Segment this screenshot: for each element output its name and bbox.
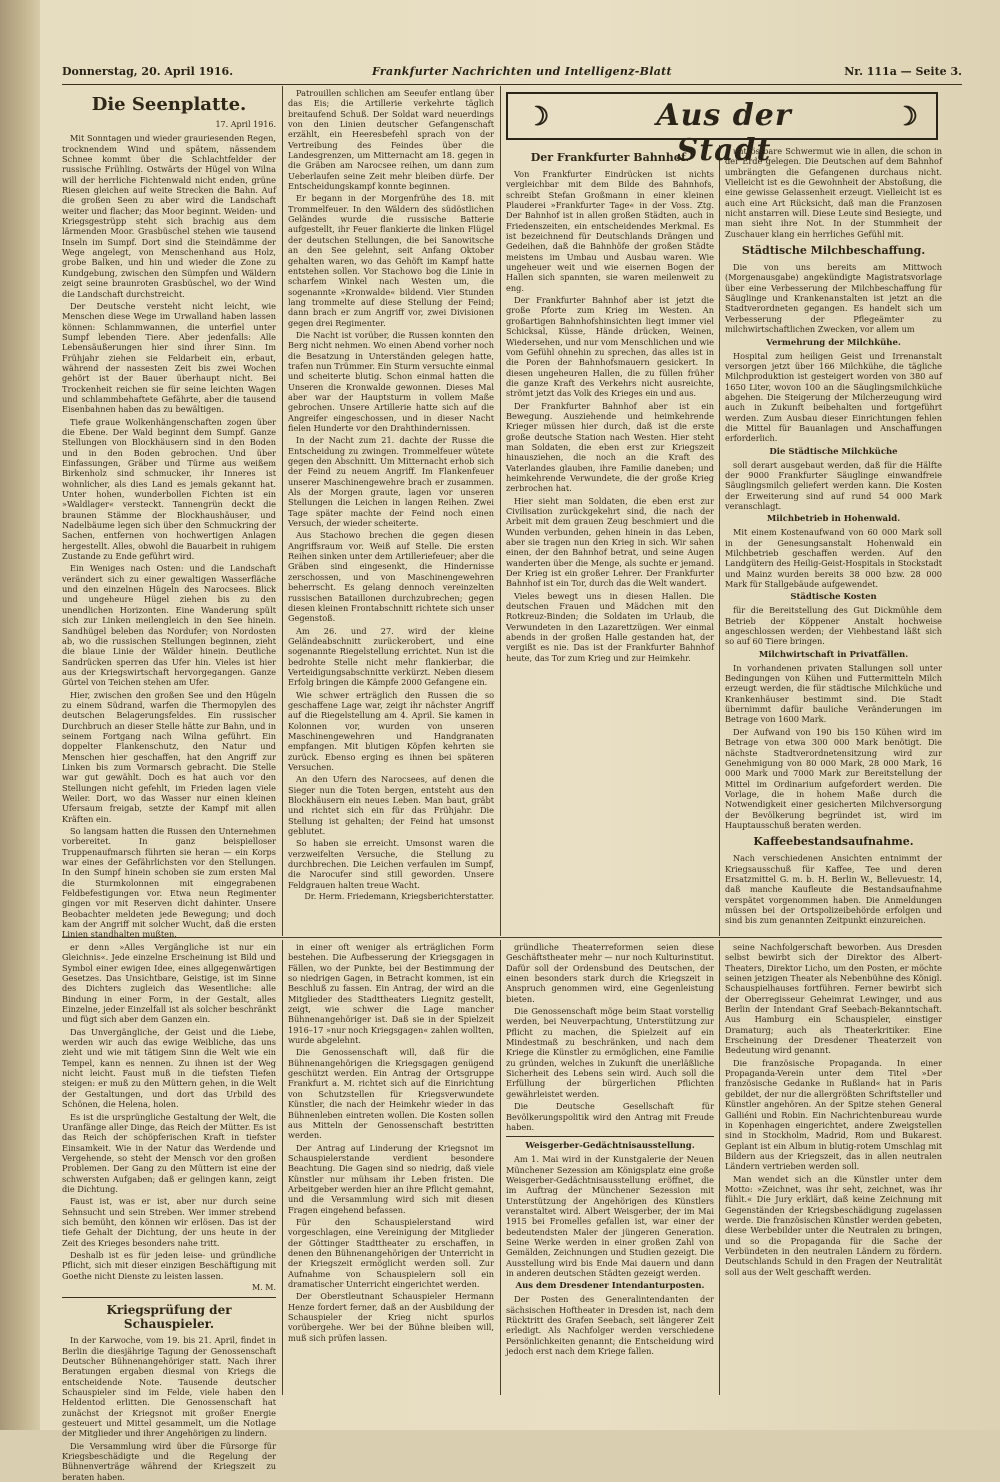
column-rule: [719, 940, 720, 1395]
masthead-paper-name: Frankfurter Nachrichten und Intelligenz-Blatt: [372, 65, 672, 78]
paragraph: soll derart ausgebaut werden, daß für die Hälfte der 9000 Frankfurter Säuglinge einwandfreie Säuglingsmilch geliefert werden kann. Die Kosten der Erweiterung sind auf rund 54 000 Mark veranschlagt.: [725, 459, 942, 511]
column-goethe-schauspieler: [62, 942, 276, 1482]
paragraph: Er begann in der Morgenfrühe des 18. mit Trommelfeuer. In den Wäldern des südöstlichen Geländes wurde die russische Batterie aufgestellt, ihr Feuer flankierte die linken Flügel der deutschen Stellungen, die bei Sanowitsche an den See gelehnt, seit Anfang Oktober gehalten waren, wo das Gehöft im Kampf hatte entstehen sollen. Vor Stachowo bog die Linie in scharfem Winkel nach Westen um, die sogenannte »Kronwalde« bildend. Vier Stunden lang trommelte auf diese Stellung der Feind; dann brach er zum Angriff vor, zwei Divisionen gegen drei Regimenter.: [288, 193, 494, 328]
paragraph: Tiefe graue Wolkenhängenschaften zogen über die Ebene. Der Wald beginnt dem Sumpf. Ganze Stellungen von Blockhäusern sind in den Boden und in den Boden gebrochen. Und über Einfassungen, Gräber und Türme aus weißem Birkenholz sind schmucker, ihr Inneres ist wohnlicher, als dies Land es jemals gekannt hat. Unter hohen, wunderbollen Fichten ist ein »Waldlager« versteckt. Tannengrün deckt die braunen Stämme der Blockhaushäuser, und Nadelbäume legen sich über den Schmuckring der Sachen, entfernen von hochwertigen Anlagen hergestellt. Alles, obwohl die Bauarbeit in ruhigem Zustande zu Ende geführt wird.: [62, 416, 276, 562]
article-byline: Dr. Herm. Friedemann, Kriegsberichterstatter.: [304, 892, 494, 902]
paragraph: Aus Stachowo brechen die gegen diesen Angriffsraum vor. Weiß auf Stelle. Die ersten Reihen sinken unter dem Artilleriefeuer; aber die Gräben sind eingesenkt, die Hindernisse zerschossen, und von Maschinengewehren beherrscht. Es gelang dennoch vereinzelten russischen Bataillonen durchzubrechen; gegen diesen kleinen Frontabschnitt richtete sich unser Gegenstoß.: [288, 530, 494, 624]
subsection-title: Milchbetrieb in Hohenwald.: [766, 514, 901, 525]
paragraph: Patrouillen schlichen am Seeufer entlang über das Eis; die Artillerie verkehrte täglich breitaufend Schuß. Der Soldat ward neuerdings von den Linien deutscher Gefangenschaft erzählt, ein Heeresbefehl sprach von der Vertreibung des Feindes über die Landesgrenzen, um Mitternacht am 18. gegen in die Gräben am Narocsee reihen, um dann zum Ueberlaufen seine Zeit mehr bleiben dürfe. Der Entscheidungskampf konnte beginnen.: [288, 88, 494, 192]
paragraph: Die Nacht ist vorüber, die Russen konnten den Berg nicht nehmen. Wo einen Abend vorher noch die Besatzung in Unterständen gelegen hatte, trafen nun Trümmer. Ein Sturm versuchte einmal und scheiterte blutig. Schon einmal hatten die Unseren die Kronwalde gewonnen. Dieses Mal aber war der Hauptsturm in vollem Maße gebrochen. Unsere Artillerie hatte sich auf die Angreifer eingeschossen, und in dieser Nacht fielen Hunderte vor den Drahthindernissen.: [288, 329, 494, 433]
section-title: Aus der Stadt: [656, 98, 792, 168]
paragraph: Man wendet sich an die Künstler unter dem Motto: »Zeichnet, was ihr seht, zeichnet, was ihr fühlt.« Die Jury erklärt, daß keine Zeichnung mit Gegenständen der Kriegsbeschädigung zugelassen werde. Die französischen Künstler werden gebeten, diese Werbebilder unter die Neutralen zu bringen, und so die Propaganda für die Sache der Verbündeten in den neutralen Ländern zu fördern. Deutschlands Schuld in den Fragen der Neutralität soll aus der Welt geschafft werden.: [725, 1173, 942, 1277]
paragraph: Die Versammlung wird über die Fürsorge für Kriegsbeschädigte und die Regelung der Bühnenverträge während der Kriegszeit zu beraten haben.: [62, 1440, 276, 1482]
subsection-title: Städtische Kosten: [790, 592, 877, 603]
paragraph: Von Frankfurter Eindrücken ist nichts vergleichbar mit dem Bilde des Bahnhofs, schreibt Stefan Großmann in einer kleinen Plauderei »Frankfurter Tage« in der Voss. Ztg. Der Bahnhof ist in allen großen Städten, auch in Friedenszeiten, ein entscheidendes Merkmal. Es ist bezeichnend für Deutschlands Drängen und Gedeihen, daß die Bahnhöfe der großen Städte meistens im Umbau und Ausbau waren. Wie ungeheuer weit und wie eisernen Bogen der Hallen sich spannten, sie waren meilenweit zu eng.: [506, 169, 714, 293]
paragraph: Die Deutsche Gesellschaft für Bevölkerungspolitik wird den Antrag mit Freude haben.: [506, 1101, 714, 1132]
paragraph: Die Genossenschaft will, daß für die Bühnenangehörigen die Kriegsgagen genügend geschützt werden. Ein Antrag der Ortsgruppe Frankfurt a. M. richtet sich auf die Einrichtung von Schutzstellen für Kriegsverwundete Künstler, die nach der Heimkehr wieder in das Bühnenleben eintreten wollen. Die Kosten sollen aus Mitteln der Genossenschaft bestritten werden.: [288, 1047, 494, 1141]
paragraph: untröstbare Schwermut wie in allen, die schon in der Erde gelegen. Die Deutschen auf dem Bahnhof umbrängten die Gefangenen durchaus nicht. Vielleicht ist es die Gewohnheit der Abstoßung, die eine gewisse Gelassenheit erzeugt. Vielleicht ist es auch eine Art Rücksicht, daß man die Franzosen nicht anstarren will. Diese Leute sind Besiegte, und man sieht ihre Not. In der Stummheit der Zuschauer klang ein herrliches Gefühl mit.: [725, 146, 942, 239]
paragraph: Es ist die ursprüngliche Gestaltung der Welt, die Uranfänge aller Dinge, das Reich der Mütter. Es ist das Reich der schöpferischen Kraft in tiefster Einsamkeit. Wie in der Natur das Werdende und Vergehende, so steht der Mensch vor den großen Problemen. Der Gang zu den Müttern ist eine der schwersten Aufgaben; daß er gelingen kann, zeigt die Dichtung.: [62, 1111, 276, 1194]
column-seenplatte-continued: [288, 88, 494, 934]
subsection-title: Die Städtische Milchküche: [769, 446, 898, 457]
paragraph: Faust ist, was er ist, aber nur durch seine Sehnsucht und sein Streben. Wer immer strebend sich bemüht, den können wir erlösen. Das ist der tiefe Gehalt der Dichtung, der uns heute in der Zeit des Krieges besonders nahe tritt.: [62, 1196, 276, 1248]
masthead-page-number: Nr. 111a — Seite 3.: [844, 65, 962, 78]
column-milchbeschaffung: [725, 146, 942, 934]
masthead-date: Donnerstag, 20. April 1916.: [62, 65, 234, 78]
paragraph: Vieles bewegt uns in diesen Hallen. Die deutschen Frauen und Mädchen mit den Rotkreuz-Binden; die Soldaten im Urlaub, die Verwundeten in den Lazarettzügen. Wer einmal abends in der großen Halle gestanden hat, der vergißt es nie. Das ist der Frankfurter Bahnhof heute, das Tor zum Krieg und zur Heimkehr.: [506, 590, 714, 663]
article-rule: [62, 1297, 276, 1298]
column-schauspieler-continued: [288, 942, 494, 1394]
article-title-bahnhof: Der Frankfurter Bahnhof.: [530, 151, 690, 164]
ornament-icon: ☽: [526, 102, 550, 132]
article-title-milch: Städtische Milchbeschaffung.: [741, 244, 926, 258]
paragraph: gründliche Theaterreformen seien diese Geschäftstheater mehr — nur noch Kulturinstitut. Dafür soll der Ordensbund des Deutschen, der einen besonders stark durch die Kriegszeit in Anspruch genommen wird, eine Gegenleistung bieten.: [506, 942, 714, 1004]
paragraph: In vorhandenen privaten Stallungen soll unter Bedingungen von Kühen und Futtermitteln Milch erzeugt werden, die für städtische Milchküche und Krankenhäuser bestimmt sind. Die Stadt übernimmt dafür bauliche Veränderungen im Betrage von 1600 Mark.: [725, 662, 942, 725]
subsection-title: Milchwirtschaft in Privatfällen.: [758, 649, 909, 660]
paragraph: Der Frankfurter Bahnhof aber ist jetzt die große Pforte zum Krieg im Westen. An großartigen Bahnhofshinsichten liegt immer viel Schicksal, Küsse, Hände drücken, Weinen, Wiedersehen, und nur vom Menschlichen und wie vom Gefühl ohnehin zu sprechen, das alles ist in die Poren der Bahnhofsmauern gesickert. In diesen ungeheuren Hallen, die zu füllen früher die ganze Kraft des Verkehrs nicht ausreichte, strömt jetzt das Volk des Krieges ein und aus.: [506, 295, 714, 399]
paragraph: Am 26. und 27. wird der kleine Geländeabschnitt zurückerobert, und eine sogenannte Riegelstellung errichtet. Nun ist die bedrohte Stelle nicht mehr flankierbar, die Verteidigungsabschnitte verkürzt. Neben diesem Erfolg bringen die Kämpfe 2000 Gefangene ein.: [288, 625, 494, 688]
article-title-seenplatte: Die Seenplatte.: [91, 94, 247, 115]
paragraph: Hier, zwischen den großen See und den Hügeln zu einem Südrand, warfen die Thermopylen des deutschen Belagerungsfeldes. Ein russischer Durchbruch an dieser Stelle hätte zur Bahn, und in seinem Fortgang nach Wilna geführt. Ein doppelter Flankenschutz, den Natur und Menschen hier geschaffen, hat den Angriff zur Linken bis zum Vormarsch gebracht. Die Stelle war gut gewählt. Doch es hat auch vor den Stellungen nicht gefehlt, im Frieden lagen viele Weiler. Dort, wo das Wasser nur einen kleinen Ufersaum freigab, setzte der Kampf mit allen Kräften ein.: [62, 689, 276, 824]
paragraph: in einer oft weniger als erträglichen Form bestehen. Die Aufbesserung der Kriegsgagen in Fällen, wo der Punkte, bei der Bestimmung der so niedrigen Gagen, in Betracht kommen, ist ein Beschluß zu fassen. Ein Antrag, der wird an die Mitglieder des Stadttheaters Liegnitz gestellt, zeigt, wie schwer die Lage mancher Bühnenangehöriger ist. Daß sie in der Spielzeit 1916–17 »nur noch Kriegsgagen« zahlen wollten, wurde abgelehnt.: [288, 942, 494, 1046]
column-bahnhof: [506, 146, 714, 934]
paragraph: Der Aufwand von 190 bis 150 Kühen wird im Betrage von etwa 300 000 Mark benötigt. Die nächste Stadtverordnetensitzung wird zur Genehmigung von 80 000 Mark, 28 000 Mark, 16 000 Mark und 7000 Mark zur Bereitstellung der Mittel im Ordinarium aufgefordert werden. Die Vorlage, die in hohem Maße durch die Notwendigkeit einer gesicherten Milchversorgung der Bevölkerung begründet ist, wird im Hauptausschuß beraten werden.: [725, 726, 942, 830]
paragraph: So langsam hatten die Russen den Unternehmen vorbereitet. In ganz beispielloser Truppenaufmarsch führten sie heran — ein Korps war eines der Gefährlichsten vor den Stellungen. In den Sumpf hinein schoben sie zum ersten Mal die Sturmkolonnen mit eingegrabenen Feldbefestigungen vor. Etwa neun Regimenter gingen vor mit Reserven dicht dahinter. Unsere Beobachter meldeten jede Bewegung; und doch kam der Angriff mit solcher Wucht, daß die ersten Linien standhalten mußten.: [62, 826, 276, 940]
column-rule: [282, 940, 283, 1395]
paragraph: Der Deutsche versteht nicht leicht, wie Menschen diese Wege im Urwalland haben lassen können: Schlammwannen, die unterfiel unter Sumpf lebenden Tiere. Aber jedenfalls: Alle Lebensäußerungen hier sind ihrer Sinn. Im Frühjahr ziehen sie Feldarbeit ein, erbaut, während der nassesten Zeit bis zwei Wochen gehört ist der Bauer überhaupt nicht. Bei Trockenheit reichen sie für seine leichten Wagen und schlammbehaftete Gefährte, aber die tausend Eisenbahnen haben das zu bewältigen.: [62, 300, 276, 415]
paragraph: Der Posten des Generalintendanten der sächsischen Hoftheater in Dresden ist, nach dem Rücktritt des Grafen Seebach, seit längerer Zeit erledigt. Als Nachfolger werden verschiedene Persönlichkeiten genannt; die Entscheidung wird jedoch erst nach dem Kriege fallen.: [506, 1294, 714, 1357]
paragraph: für die Bereitstellung des Gut Dickmühle dem Betrieb der Köppener Anstalt hochweise angeschlossen werden; der Viehbestand läßt sich so auf 60 Tiere bringen.: [725, 605, 942, 647]
column-rule: [500, 86, 501, 936]
ornament-icon: ☽: [894, 102, 918, 132]
column-rule: [500, 940, 501, 1395]
paragraph: er denn »Alles Vergängliche ist nur ein Gleichnis«. Jede einzelne Erscheinung ist Bild und Symbol einer ewigen Idee, eines allgegenwärtigen Gesetzes. Das Unsichtbare, Geistige, ist im Sinne des Dichters zugleich das Wesentliche: alle Bindung in einer Form, in der Gestalt, alles Einzelne, jeder Einzelfall ist als solcher beschränkt und fügt sich aber dem Ganzen ein.: [62, 942, 276, 1025]
article-title-sezession: Weisgerber-Gedächtnisausstellung.: [525, 1141, 695, 1152]
article-title-dresden: Aus dem Dresdener Intendanturposten.: [515, 1281, 705, 1292]
paragraph: seine Nachfolgerschaft beworben. Aus Dresden selbst bewirbt sich der Direktor des Albert-Theaters, Direktor Licho, um den Posten, er möchte seinen jetzigen Theater als Nebenbühne des Königl. Schauspielhauses fortführen. Ferner bewirbt sich der Oberregisseur Geheimrat Lewinger, und aus Berlin der Intendant Graf Seebach-Bekanntschaft. Aus Hamburg ein Schauspieler, einstiger Dramaturg; auch als Theaterkritiker. Eine Erscheinung der Dresdener Theaterzeit von Bedeutung wird genannt.: [725, 942, 942, 1056]
paragraph: Nach verschiedenen Ansichten entnimmt der Kriegsausschuß für Kaffee, Tee und deren Ersatzmittel G. m. b. H. Berlin W., Bellevuestr. 14, daß manche Kaufleute die Bestandsaufnahme verspätet vorgenommen haben. Die Anmeldungen müssen bei der Ortspolizeibehörde erfolgen und sind bis zum genannten Zeitpunkt einzureichen.: [725, 853, 942, 926]
paragraph: So haben sie erreicht. Umsonst waren die verzweifelten Versuche, die Stellung zu durchbrechen. Die Leichen verfaulen im Sumpf, die Narocufer sind still geworden. Unsere Feldgrauen halten treue Wacht.: [288, 838, 494, 890]
paragraph: Am 1. Mai wird in der Kunstgalerie der Neuen Münchener Sezession am Königsplatz eine große Weisgerber-Gedächtnisausstellung eröffnet, die im Auftrag der Münchener Sezession mit Unterstützung der Angehörigen des Künstlers veranstaltet wird. Albert Weisgerber, der im Mai 1915 bei Fromelles gefallen ist, war einer der bedeutendsten Maler der jüngeren Generation. Seine Werke werden in einer großen Zahl von Gemälden, Zeichnungen und Studien gezeigt. Die Ausstellung wird bis Ende Mai dauern und dann in anderen deutschen Städten gezeigt werden.: [506, 1154, 714, 1278]
article-title-kaffee: Kaffeebestandsaufnahme.: [753, 835, 914, 849]
column-dresden-propaganda: [725, 942, 942, 1394]
paragraph: Wie schwer erträglich den Russen die so geschaffene Lage war, zeigt ihr nächster Angriff auf die Riegelstellung am 4. April. Sie kamen in Kolonnen vor, wurden von unseren Maschinengewehren und Handgranaten empfangen. Mit blutigen Köpfen kehrten sie zurück. Ebenso erging es ihnen bei späteren Versuchen.: [288, 689, 494, 772]
paragraph: Der Frankfurter Bahnhof aber ist ein Bewegung. Ausziehende und heimkehrende Krieger müssen hier durch, daß ist die erste große deutsche Station nach Westen. Hier steht man Soldaten, die eben erst zur Kriegszeit hinausziehen, die noch an die Kraft des Vaterlandes glauben, ihre Familie daneben; und heimkehrende Verwundete, die der große Krieg zerbrochen hat.: [506, 400, 714, 494]
article-title-schauspieler: Kriegsprüfung der Schauspieler.: [106, 1303, 232, 1332]
paragraph: An den Ufern des Narocsees, auf denen die Sieger nun die Toten bergen, entsteht aus den Blockhäusern ein neues Leben. Man baut, gräbt und richtet sich ein für das Frühjahr. Die Stellung ist gehalten; der Feind hat umsonst geblutet.: [288, 774, 494, 837]
article-rule: [506, 1136, 714, 1137]
paragraph: Ein Weniges nach Osten: und die Landschaft verändert sich zu einer gewaltigen Wasserfläche und den einzelnen Hügeln des Narocsees. Blick und ungeheure Hügel ziehen bis zu den unendlichen Horizonten. Eine Wanderung spült sich zur Linken meilengleich in den See hinein. Sandhügel beleben das Nordufer; von Nordosten ab, wo die russischen Stellungen beginnen, zieht die blaue Linie der Wälder hinein. Deutliche Sandrücken sperren das Ufer hin. Vieles ist hier aus der Kriegswirtschaft hervorgegangen. Ganze Gürtel von Teichen stehen am Ufer.: [62, 563, 276, 688]
paragraph: Hier sieht man Soldaten, die eben erst zur Civilisation zurückgekehrt sind, die nach der Arbeit mit dem grauen Zeug beschmiert und die Wunden verbunden, gehen hinein in das Leben, aber sie tragen nun den Krieg in sich. Wir sahen einen, der den Bahnhof betrat, und seine Augen wanderten über die Menge, als suchte er jemand. Der Krieg ist ein großer Lehrer. Der Frankfurter Bahnhof ist ein Tor, durch das die Welt wandert.: [506, 495, 714, 589]
paragraph: Die französische Propaganda. In einer Propaganda-Verein unter dem Titel »Der französische Gedanke in Rußland« hat in Paris gebildet, der nur die allergrößten Schriftsteller und Künstler angehören. An der Spitze stehen General Galliéni und Robin. Ein Nachrichtenbureau wurde in Kopenhagen eingerichtet, andere Zweigstellen sind in Stockholm, Madrid, Rom und Bukarest. Geplant ist ein Album in blutig-rotem Umschlag mit Bildern aus der Kriegszeit, das in allen neutralen Ländern vertrieben werden soll.: [725, 1057, 942, 1172]
column-seenplatte: [62, 92, 276, 940]
masthead: [62, 62, 962, 85]
paragraph: Für den Schauspielerstand wird vorgeschlagen, eine Vereinigung der Mitglieder der Göttinger Stadttheater zu erschaffen, in denen den Bühnenangehörigen der Unterricht in der Kriegszeit ermöglicht werden soll. Zur Aufnahme von Schauspielern soll ein dramatischer Unterricht eingerichtet werden.: [288, 1216, 494, 1289]
paragraph: Die Genossenschaft möge beim Staat vorstellig werden, bei Neuverpachtung, Unterstützung zur Pflicht zu machen, die Spielzeit auf ein Mindestmaß zu beschränken, und nach dem Kriege die Künstler zu ermöglichen, eine Familie zu gründen, welches in Zukunft die unerläßliche Sicherheit des Lebens sein wird. Auch soll die Erfüllung der bürgerlichen Pflichten gewährleistet werden.: [506, 1006, 714, 1099]
column-theater-sezession: [506, 942, 714, 1394]
article-signature: M. M.: [251, 1283, 276, 1292]
paragraph: Mit einem Kostenaufwand von 60 000 Mark soll in der Genesungsanstalt Hohenwald ein Milchbetrieb geschaffen werden. Auf den Landgütern des Heilig-Geist-Hospitals in Stockstadt und Mainz wurden bereits 38 000 bzw. 28 000 Mark für Stallgebäude aufgewendet.: [725, 527, 942, 590]
paragraph: In der Nacht zum 21. dachte der Russe die Entscheidung zu zwingen. Trommelfeuer wütete gegen den Abschnitt. Um Mitternacht erhob sich der Feind zu neuem Angriff. Im Flankenfeuer unserer Maschinengewehre brach er zusammen. Als der Morgen graute, lagen vor unseren Stellungen die Leichen in langen Reihen. Zwei Tage später machte der Feind noch einen Versuch, der wieder scheiterte.: [288, 435, 494, 529]
subsection-title: Vermehrung der Milchkühe.: [766, 337, 901, 348]
paragraph: Das Unvergängliche, der Geist und die Liebe, werden wir auch das ewige Weibliche, das uns zieht und wie mit tätigem Sinn die Welt wie ein Tempel, kann es nennen. Zu ihnen ist der Weg nicht leicht. Faust muß in die tiefsten Tiefen steigen: er muß zu den Müttern gehen, in die Welt der Gestaltungen, und dort das Urbild des Schönen, die Helena, holen.: [62, 1026, 276, 1110]
column-rule: [282, 86, 283, 936]
article-dateline: 17. April 1916.: [215, 120, 276, 129]
page-binding: [0, 0, 40, 1430]
paragraph: Mit Sonntagen und wieder grauriesenden Regen, trocknendem Wind und spätem, nässendem Schnee kommt über die Schlachtfelder der russische Frühling. Ostwärts der Hügel von Wilna will der herrliche Fichtenwald nicht enden, grüne Riesen gleichen auf weite Strecken die Bahn. Auf die großen Seen zu aber wird die Landschaft weiter und flacher; das Moor beginnt. Weiden- und Kriegsgestrüpp steht sich brachig aus dem lärmenden Moor. Grasbüschel stehen wie tausend Inseln im Sumpf. Dort sind die Steindämme der Wege angelegt, von Menschenhand aus Holz, grobe Balken, und hin und wieder die Zone zu Kundgebung, zwischen den Sümpfen und Wäldern zeigt seine braunroten Grasbüschel, wo der Wind die Landschaft durchstreicht.: [62, 133, 276, 299]
paragraph: Der Antrag auf Linderung der Kriegsnot im Schauspielerstande verdient besondere Beachtung. Die Gagen sind so niedrig, daß viele Künstler nur mühsam ihr Leben fristen. Die Arbeitgeber werden hier an ihre Pflicht gemahnt, und die Versammlung wird sich mit diesen Fragen eingehend befassen.: [288, 1142, 495, 1215]
paragraph: In der Karwoche, vom 19. bis 21. April, findet in Berlin die diesjährige Tagung der Genossenschaft Deutscher Bühnenangehöriger statt. Nach ihrer Beratungen ergaben diesmal von Kriegs die entscheidende Note. Tausende deutscher Schauspieler sind im Felde, viele haben den Heldentod erlitten. Die Genossenschaft hat zunächst der Kriegsnot mit großer Energie gesteuert und Mittel gesammelt, um die Notlage der Mitglieder und ihrer Angehörigen zu lindern.: [62, 1335, 276, 1439]
column-rule: [719, 145, 720, 936]
paragraph: Der Oberstleutnant Schauspieler Hermann Henze fordert ferner, daß an der Ausbildung der Schauspieler der Krieg nicht spurlos vorübergehe. Wer bei der Bühne bleiben will, muß sich prüfen lassen.: [288, 1291, 494, 1343]
paragraph: Die von uns bereits am Mittwoch (Morgenausgabe) angekündigte Magistratsvorlage über eine Verbesserung der Milchbeschaffung für Säuglinge und Krankenanstalten ist jetzt an die Stadtverordneten gegangen. Es handelt sich um Verbesserung der Pflegeämter zu milchwirtschaftlichen Zwecken, vor allem um: [725, 262, 942, 335]
paragraph: Hospital zum heiligen Geist und Irrenanstalt versorgen jetzt über 166 Milchkühe, die tägliche Milchproduktion ist gesteigert worden von 380 auf 1650 Liter, wovon 100 an die Säuglingsmilchküche abgehen. Die Steigerung der Milcherzeugung wird auch in Zukunft beibehalten und fortgeführt werden. Zum Ausbau dieser Einrichtungen fehlen die Mittel für Bauanlagen und Anschaffungen erforderlich.: [725, 350, 942, 444]
paragraph: Deshalb ist es für jeden leise- und gründliche Pflicht, sich mit dieser einzigen Beschäftigung mit Goethe nicht Dienste zu leisten lassen.: [62, 1249, 276, 1281]
